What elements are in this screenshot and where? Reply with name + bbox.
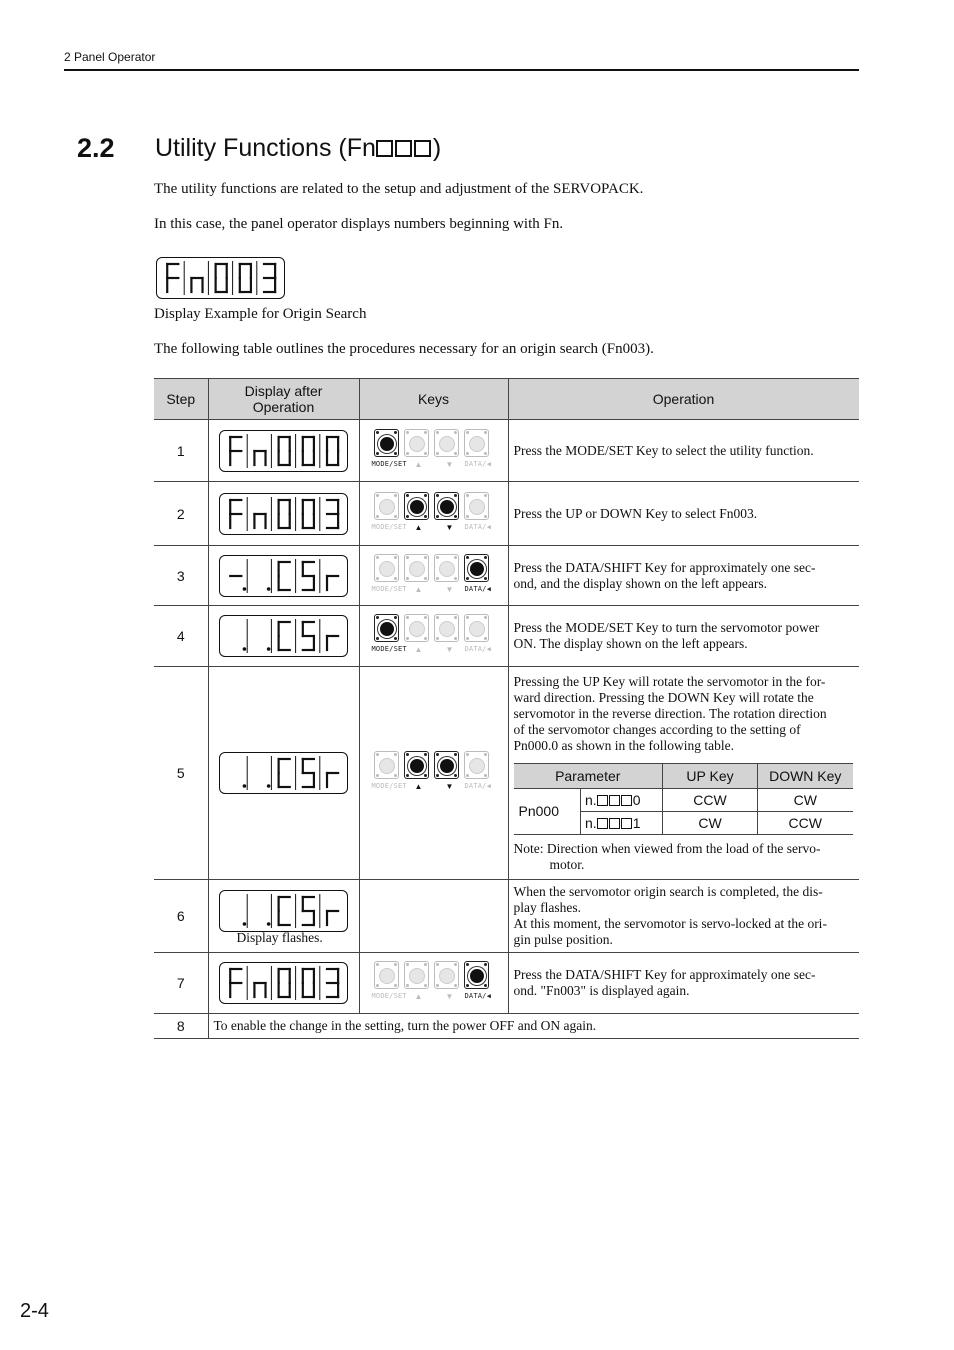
key-button-icon [469,436,485,452]
key-corner-dot [436,431,439,434]
key-button-icon [469,499,485,515]
example-segment-display [156,257,285,299]
key-corner-dot [376,556,379,559]
step-number: 1 [154,420,208,482]
key-corner-dot [454,556,457,559]
key-button-icon [409,968,425,984]
key-corner-dot [466,753,469,756]
display-cell [208,420,359,482]
key-corner-dot [424,984,427,987]
key-corner-dot [424,774,427,777]
mode-set-label: MODE/SET [371,459,407,468]
down-arrow-icon: ▼ [445,522,454,532]
key-corner-dot [376,616,379,619]
up-key [404,961,429,989]
key-corner-dot [484,515,487,518]
data-shift-label: DATA/◀ [464,782,491,790]
data-shift-key [464,961,489,989]
key-corner-dot [406,556,409,559]
operation-text: Press the DATA/SHIFT Key for approximately one sec- ond. "Fn003" is displayed again. [513,967,816,998]
keys-cell [359,880,508,953]
down-arrow-icon: ▼ [445,992,454,1001]
header-operation: Operation [508,379,859,420]
key-corner-dot [436,984,439,987]
key-corner-dot [484,963,487,966]
key-corner-dot [484,616,487,619]
key-button-icon [380,622,394,636]
operation-text: Pressing the UP Key will rotate the servomotor in the for- ward direction. Pressing the DOWN Key will rotate the servomotor in the reverse direction. The rotation direction of the servomotor changes according to the setting of Pn000.0 as shown in the following table. [513,673,827,753]
keypad [371,961,496,1005]
key-corner-dot [436,577,439,580]
key-button-icon [379,561,395,577]
parameter-prefix: n. [585,791,597,808]
down-key [434,614,459,642]
mode-set-label: MODE/SET [371,522,407,531]
header-keys: Keys [359,379,508,420]
display-cell [208,953,359,1014]
key-button-icon [409,561,425,577]
down-key-direction: CCW [758,811,853,834]
data-shift-label: DATA/◀ [464,522,491,531]
up-arrow-icon: ▲ [414,645,423,654]
intro-paragraph: The utility functions are related to the setup and adjustment of the SERVOPACK. [154,181,644,197]
up-key [404,492,429,520]
key-corner-dot [454,431,457,434]
key-corner-dot [376,637,379,640]
key-button-icon [379,499,395,515]
segment-display [219,752,348,794]
key-corner-dot [466,431,469,434]
mode-set-key [374,751,399,779]
key-corner-dot [406,616,409,619]
key-corner-dot [436,774,439,777]
up-key [404,751,429,779]
key-corner-dot [436,515,439,518]
key-corner-dot [406,431,409,434]
step-number: 3 [154,546,208,606]
keys-cell [359,546,508,606]
up-arrow-icon: ▲ [414,522,423,532]
up-key-direction: CCW [663,788,758,811]
keypad [371,492,496,536]
data-shift-label: DATA/◀ [464,459,491,468]
operation-cell [508,482,859,546]
key-button-icon [470,562,484,576]
display-cell [208,606,359,667]
key-corner-dot [424,616,427,619]
key-corner-dot [466,616,469,619]
down-arrow-icon: ▼ [445,459,454,469]
mode-set-label: MODE/SET [371,645,407,653]
key-corner-dot [376,494,379,497]
key-corner-dot [466,984,469,987]
step-number: 8 [154,1014,208,1039]
key-corner-dot [484,431,487,434]
step-number: 4 [154,606,208,667]
segment-display [219,555,348,597]
key-button-icon [379,968,395,984]
key-corner-dot [394,515,397,518]
decimal-point [242,922,246,926]
key-corner-dot [424,515,427,518]
keys-cell [359,953,508,1014]
decimal-point [266,587,270,591]
key-corner-dot [484,637,487,640]
key-corner-dot [436,637,439,640]
key-button-icon [440,759,454,773]
running-header: 2 Panel Operator [64,50,156,64]
table-row [154,420,859,482]
header-display: Display after Operation [208,379,359,420]
placeholder-box-icon [597,818,608,829]
key-corner-dot [424,431,427,434]
key-corner-dot [454,753,457,756]
placeholder-box-icon [609,795,620,806]
header-step: Step [154,379,208,420]
key-corner-dot [466,963,469,966]
key-corner-dot [424,577,427,580]
section-title [155,134,441,163]
table-row [154,667,859,880]
key-corner-dot [424,556,427,559]
key-corner-dot [484,556,487,559]
key-corner-dot [394,963,397,966]
parameter-prefix: n. [585,814,597,831]
key-corner-dot [424,452,427,455]
key-corner-dot [436,494,439,497]
down-arrow-icon: ▼ [445,645,454,654]
direction-header: DOWN Key [758,763,853,788]
key-button-icon [470,969,484,983]
operation-cell [508,880,859,953]
key-corner-dot [484,494,487,497]
placeholder-box-icon [621,795,632,806]
key-corner-dot [436,753,439,756]
key-corner-dot [466,774,469,777]
key-corner-dot [454,452,457,455]
display-caption: Display flashes. [236,930,323,945]
keypad [371,554,496,598]
table-row [154,546,859,606]
table-row [154,953,859,1014]
mode-set-key [374,492,399,520]
step-number: 6 [154,880,208,953]
key-corner-dot [424,963,427,966]
key-corner-dot [466,494,469,497]
display-cell [208,482,359,546]
up-key [404,429,429,457]
parameter-name: Pn000 [514,788,581,834]
direction-header: Parameter [514,763,663,788]
key-corner-dot [406,452,409,455]
key-button-icon [409,436,425,452]
key-corner-dot [424,494,427,497]
operation-cell [508,606,859,667]
key-button-icon [380,437,394,451]
mode-set-label: MODE/SET [371,584,407,593]
decimal-point [266,922,270,926]
parameter-value [581,811,663,834]
parameter-digit: 1 [632,814,641,831]
key-corner-dot [484,774,487,777]
key-corner-dot [376,515,379,518]
step-number: 7 [154,953,208,1014]
segment-display [219,615,348,657]
key-corner-dot [454,774,457,777]
up-key-direction: CW [663,811,758,834]
down-key [434,751,459,779]
operation-text: Press the DATA/SHIFT Key for approximately one sec- ond, and the display shown on the left appears. [513,559,816,591]
up-key [404,614,429,642]
key-corner-dot [394,431,397,434]
operation-text: To enable the change in the setting, turn the power OFF and ON again. [208,1014,859,1039]
table-row [154,606,859,667]
page-number: 2-4 [20,1300,49,1322]
key-corner-dot [394,774,397,777]
key-corner-dot [376,774,379,777]
operation-cell [508,546,859,606]
key-corner-dot [376,452,379,455]
key-corner-dot [484,577,487,580]
down-key [434,961,459,989]
up-arrow-icon: ▲ [414,992,423,1001]
mode-set-label: MODE/SET [371,782,407,790]
keypad [371,751,496,795]
table-row [154,1014,859,1039]
key-corner-dot [466,577,469,580]
key-corner-dot [394,984,397,987]
data-shift-key [464,614,489,642]
parameter-value [581,788,663,811]
decimal-point [266,784,270,788]
up-key [404,554,429,582]
header-rule [64,69,859,71]
key-button-icon [440,500,454,514]
decimal-point [242,587,246,591]
key-button-icon [379,758,395,774]
key-corner-dot [376,963,379,966]
key-corner-dot [436,616,439,619]
down-key [434,554,459,582]
key-corner-dot [466,515,469,518]
down-arrow-icon: ▼ [445,782,454,791]
placeholder-box-icon [597,795,608,806]
key-corner-dot [466,637,469,640]
table-row [154,482,859,546]
down-arrow-icon: ▼ [445,584,454,594]
key-button-icon [409,621,425,637]
up-arrow-icon: ▲ [414,782,423,791]
key-corner-dot [406,515,409,518]
key-button-icon [410,759,424,773]
keys-cell [359,482,508,546]
down-key-direction: CW [758,788,853,811]
placeholder-box-icon [609,818,620,829]
key-corner-dot [406,774,409,777]
direction-row [514,788,853,811]
placeholder-box-icon [395,140,412,157]
key-corner-dot [454,494,457,497]
step-number: 5 [154,667,208,880]
key-corner-dot [484,984,487,987]
example-caption: Display Example for Origin Search [154,306,367,322]
direction-header: UP Key [663,763,758,788]
keys-cell [359,420,508,482]
segment-display [219,430,348,472]
direction-table [514,763,853,835]
key-corner-dot [394,637,397,640]
key-corner-dot [376,431,379,434]
procedure-table [154,378,859,1039]
display-cell [208,546,359,606]
down-key [434,429,459,457]
keypad [371,429,496,473]
key-corner-dot [406,963,409,966]
operation-text: Press the MODE/SET Key to turn the servomotor power ON. The display shown on the left appears. [513,620,820,651]
data-shift-label: DATA/◀ [464,584,491,593]
key-corner-dot [454,577,457,580]
key-button-icon [469,621,485,637]
key-corner-dot [394,577,397,580]
step-number: 2 [154,482,208,546]
operation-cell [508,953,859,1014]
key-corner-dot [406,984,409,987]
data-shift-key [464,554,489,582]
key-corner-dot [394,616,397,619]
up-arrow-icon: ▲ [414,584,423,594]
key-corner-dot [376,753,379,756]
key-corner-dot [454,515,457,518]
placeholder-box-icon [414,140,431,157]
key-button-icon [439,968,455,984]
keys-cell [359,667,508,880]
key-button-icon [469,758,485,774]
key-corner-dot [406,577,409,580]
keys-cell [359,606,508,667]
placeholder-box-icon [376,140,393,157]
data-shift-label: DATA/◀ [464,645,491,653]
key-corner-dot [406,494,409,497]
section-title-prefix: Utility Functions (Fn [155,134,376,162]
mode-set-key [374,554,399,582]
keypad [371,614,496,658]
key-button-icon [439,561,455,577]
segment-display [219,493,348,535]
decimal-point [242,784,246,788]
segment-display [219,890,348,932]
key-corner-dot [484,452,487,455]
key-corner-dot [394,753,397,756]
data-shift-label: DATA/◀ [464,992,491,1000]
data-shift-key [464,492,489,520]
up-arrow-icon: ▲ [414,459,423,469]
section-number: 2.2 [77,133,115,163]
table-intro-paragraph: The following table outlines the procedures necessary for an origin search (Fn003). [154,341,654,357]
key-corner-dot [406,637,409,640]
key-corner-dot [376,984,379,987]
key-corner-dot [466,452,469,455]
key-corner-dot [436,452,439,455]
key-corner-dot [424,753,427,756]
key-corner-dot [394,556,397,559]
key-corner-dot [436,556,439,559]
segment-display [219,962,348,1004]
key-corner-dot [466,556,469,559]
key-button-icon [410,500,424,514]
key-button-icon [439,436,455,452]
key-corner-dot [484,753,487,756]
mode-set-key [374,961,399,989]
key-corner-dot [454,637,457,640]
display-cell [208,667,359,880]
key-corner-dot [454,963,457,966]
display-cell [208,880,359,953]
decimal-point [266,647,270,651]
data-shift-key [464,429,489,457]
key-corner-dot [454,984,457,987]
data-shift-key [464,751,489,779]
direction-note: Note: Direction when viewed from the load of the servo- motor. [513,840,821,872]
operation-text: When the servomotor origin search is completed, the dis- play flashes. At this moment, the servomotor is servo-locked at the ori- gin pulse position. [513,884,827,947]
operation-cell [508,667,859,880]
decimal-point [242,647,246,651]
key-corner-dot [394,494,397,497]
key-corner-dot [454,616,457,619]
operation-text: Press the MODE/SET Key to select the utility function. [513,442,814,458]
section-title-suffix: ) [432,134,442,162]
key-corner-dot [424,637,427,640]
key-corner-dot [394,452,397,455]
key-corner-dot [436,963,439,966]
mode-set-label: MODE/SET [371,992,407,1000]
key-corner-dot [406,753,409,756]
operation-text: Press the UP or DOWN Key to select Fn003. [513,505,758,521]
key-button-icon [439,621,455,637]
placeholder-box-icon [621,818,632,829]
down-key [434,492,459,520]
mode-set-key [374,429,399,457]
operation-cell [508,420,859,482]
table-row [154,880,859,953]
key-corner-dot [376,577,379,580]
parameter-digit: 0 [632,791,641,808]
display-note-paragraph: In this case, the panel operator displays numbers beginning with Fn. [154,216,564,232]
mode-set-key [374,614,399,642]
